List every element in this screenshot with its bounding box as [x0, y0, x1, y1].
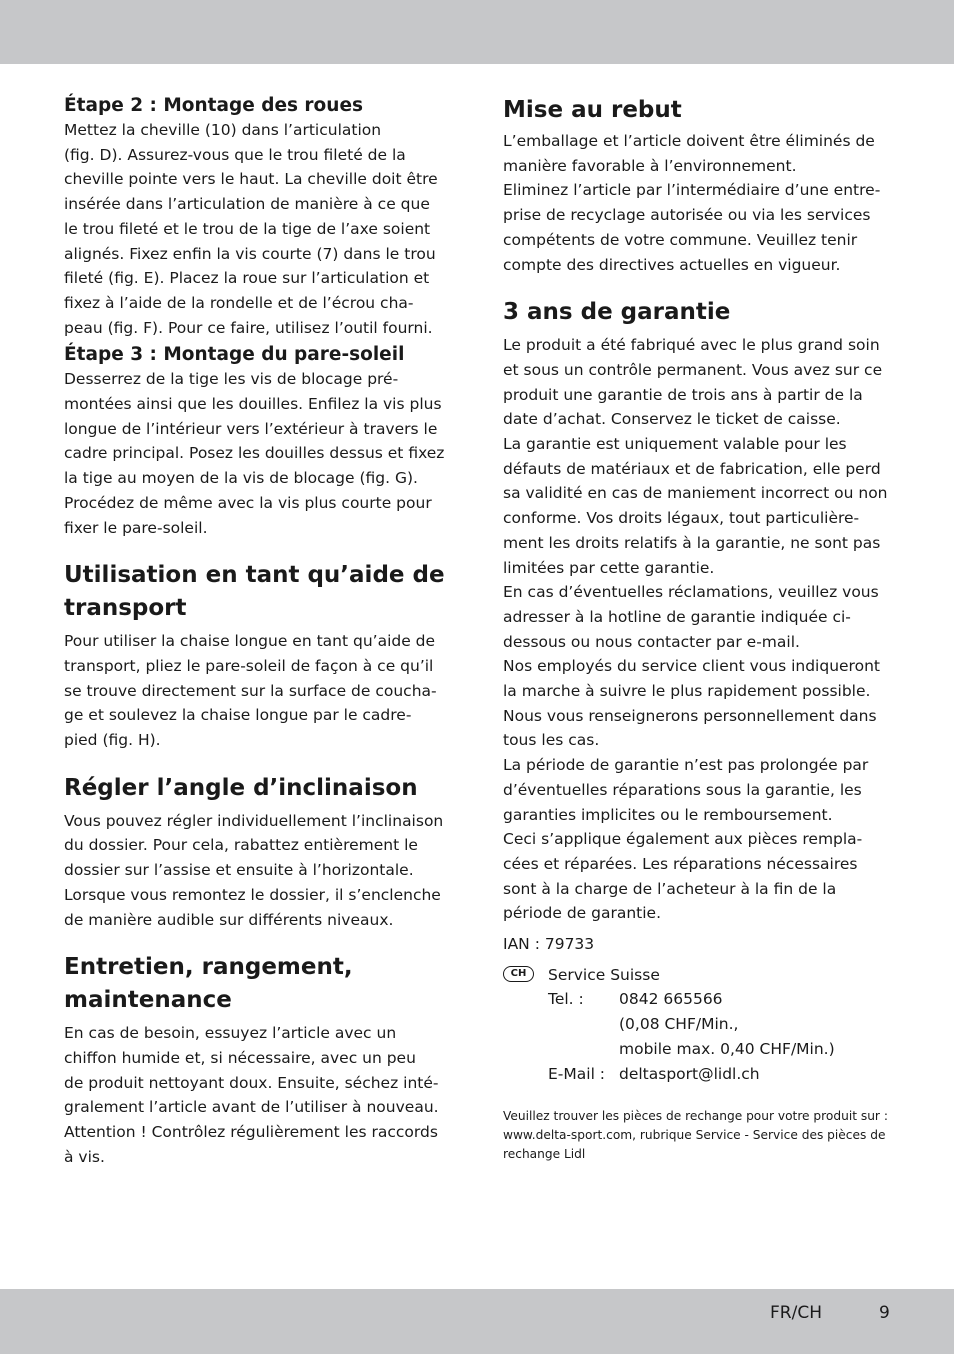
step2-heading: Étape 2 : Montage des roues: [64, 95, 363, 116]
text-line: En cas de besoin, essuyez l’article avec un: [64, 1024, 397, 1043]
text-line: transport: [64, 595, 187, 622]
text-line: cées et réparées. Les réparations nécessaires: [503, 854, 858, 873]
text-line: ment les droits relatifs à la garantie, ne sont pas: [503, 533, 881, 552]
text-line: se trouve directement sur la surface de coucha-: [64, 681, 437, 700]
email-label: E-Mail :: [548, 1064, 606, 1083]
text-line: cadre principal. Posez les douilles dessus et fixez: [64, 444, 445, 463]
text-line: montées ainsi que les douilles. Enfilez la vis plus: [64, 395, 442, 414]
left-column: [64, 94, 456, 1170]
text-line: sa validité en cas de maniement incorrect ou non: [503, 484, 888, 503]
text-line: Procédez de même avec la vis plus courte pour: [64, 493, 432, 512]
text-line: Mettez la cheville (10) dans l’articulation: [64, 121, 382, 139]
text-line: Nos employés du service client vous indiqueront: [503, 657, 880, 676]
text-line: chiffon humide et, si nécessaire, avec un peu: [64, 1048, 416, 1067]
text-line: Veuillez trouver les pièces de rechange pour votre produit sur :: [503, 1109, 888, 1124]
header-bar: [0, 0, 954, 64]
text-line: (fig. D). Assurez-vous que le trou fileté de la: [64, 145, 406, 164]
step3-heading: Étape 3 : Montage du pare-soleil: [64, 344, 405, 366]
text-line: longue de l’intérieur vers l’extérieur à travers le: [64, 419, 438, 438]
warranty-text: [503, 333, 895, 926]
text-line: fixer le pare-soleil.: [64, 518, 208, 537]
text-line: Le produit a été fabriqué avec le plus grand soin: [503, 336, 880, 355]
text-line: prise de recyclage autorisée ou via les services: [503, 206, 871, 225]
service-rate-row-2: [503, 1037, 895, 1062]
text-line: gralement l’article avant de l’utiliser à nouveau.: [64, 1098, 439, 1117]
rate-fixed: (0,08 CHF/Min.,: [619, 1015, 739, 1034]
text-line: Nous vous renseignerons personnellement dans: [503, 706, 877, 725]
service-email-row: [503, 1062, 895, 1087]
service-rate-row-1: [503, 1012, 895, 1037]
text-line: www.delta-sport.com, rubrique Service - Service des pièces de: [503, 1128, 886, 1143]
warranty-heading: 3 ans de garantie: [503, 299, 731, 326]
text-line: produit une garantie de trois ans à partir de la: [503, 385, 863, 404]
text-line: ge et soulevez la chaise longue par le cadre-: [64, 706, 412, 725]
text-line: garanties implicites ou le remboursement.: [503, 805, 833, 824]
disposal-heading: Mise au rebut: [503, 97, 682, 123]
ian-text: IAN : 79733: [503, 935, 595, 954]
text-line: Eliminez l’article par l’intermédiaire d’une entre-: [503, 181, 881, 200]
text-line: rechange Lidl: [503, 1147, 586, 1162]
rate-mobile: mobile max. 0,40 CHF/Min.): [619, 1039, 835, 1058]
service-tel-row: [503, 987, 895, 1012]
care-heading: [64, 951, 456, 1017]
text-line: La période de garantie n’est pas prolongée par: [503, 756, 869, 775]
tel-number: 0842 665566: [619, 990, 723, 1009]
text-line: dessous ou nous contacter par e-mail.: [503, 632, 800, 651]
text-line: Vous pouvez régler individuellement l’inclinaison: [64, 811, 444, 830]
text-line: conforme. Vos droits légaux, tout particulière-: [503, 509, 860, 528]
text-line: le trou fileté et le trou de la tige de l’axe soient: [64, 219, 431, 238]
text-line: et sous un contrôle permanent. Vous avez sur ce: [503, 360, 883, 379]
spare-parts-note: [503, 1107, 895, 1164]
text-line: peau (fig. F). Pour ce faire, utilisez l’outil fourni.: [64, 318, 433, 337]
email-address: deltasport@lidl.ch: [619, 1064, 760, 1083]
text-line: dossier sur l’assise et ensuite à l’horizontale.: [64, 861, 414, 880]
text-line: Attention ! Contrôlez régulièrement les raccords: [64, 1123, 438, 1142]
text-line: de produit nettoyant doux. Ensuite, séchez inté-: [64, 1073, 439, 1092]
text-line: L’emballage et l’article doivent être éliminés de: [503, 132, 875, 150]
text-line: fileté (fig. E). Placez la roue sur l’articulation et: [64, 269, 430, 288]
disposal-text: [503, 129, 895, 277]
angle-text: [64, 809, 456, 933]
text-line: alignés. Fixez enfin la vis courte (7) dans le trou: [64, 244, 436, 263]
text-line: compte des directives actuelles en vigueur.: [503, 255, 841, 274]
text-line: la tige au moyen de la vis de blocage (fig. G).: [64, 469, 418, 488]
step2-text: [64, 118, 456, 340]
text-line: Entretien, rangement,: [64, 954, 353, 981]
text-line: La garantie est uniquement valable pour les: [503, 435, 847, 454]
care-text: [64, 1021, 456, 1169]
text-line: compétents de votre commune. Veuillez tenir: [503, 230, 858, 249]
page-number: 9: [879, 1303, 890, 1323]
text-line: défauts de matériaux et de fabrication, elle perd: [503, 459, 881, 478]
ch-country-icon: CH: [503, 966, 534, 982]
text-line: adresser à la hotline de garantie indiquée ci-: [503, 607, 851, 626]
text-line: période de garantie.: [503, 904, 662, 923]
text-line: transport, pliez le pare-soleil de façon à ce qu’il: [64, 656, 434, 675]
text-line: la marche à suivre le plus rapidement possible.: [503, 682, 871, 701]
tel-label: Tel. :: [548, 990, 584, 1009]
service-block: [503, 963, 895, 1086]
ian-number: [503, 932, 895, 957]
step3-text: [64, 367, 456, 540]
text-line: cheville pointe vers le haut. La cheville doit être: [64, 170, 438, 189]
text-line: à vis.: [64, 1147, 105, 1166]
text-line: pied (fig. H).: [64, 731, 161, 750]
text-line: d’éventuelles réparations sous la garantie, les: [503, 780, 862, 799]
right-column: [503, 94, 895, 1164]
text-line: Utilisation en tant qu’aide de: [64, 562, 445, 589]
text-line: fixez à l’aide de la rondelle et de l’écrou cha-: [64, 293, 414, 312]
text-line: manière favorable à l’environnement.: [503, 156, 797, 175]
text-line: date d’achat. Conservez le ticket de caisse.: [503, 410, 841, 429]
text-line: En cas d’éventuelles réclamations, veuillez vous: [503, 583, 879, 602]
angle-heading: Régler l’angle d’inclinaison: [64, 774, 418, 801]
footer-language: FR/CH: [770, 1303, 822, 1323]
text-line: du dossier. Pour cela, rabattez entièrement le: [64, 836, 418, 855]
service-name: Service Suisse: [548, 965, 660, 984]
transport-heading: [64, 559, 456, 625]
text-line: Pour utiliser la chaise longue en tant qu’aide de: [64, 632, 436, 651]
text-line: insérée dans l’articulation de manière à ce que: [64, 195, 430, 214]
text-line: tous les cas.: [503, 731, 600, 750]
text-line: Ceci s’applique également aux pièces rempla-: [503, 830, 863, 849]
text-line: de manière audible sur différents niveaux.: [64, 910, 394, 929]
text-line: sont à la charge de l’acheteur à la fin de la: [503, 879, 837, 898]
text-line: Desserrez de la tige les vis de blocage pré-: [64, 370, 399, 389]
text-line: maintenance: [64, 987, 232, 1014]
transport-text: [64, 629, 456, 753]
service-name-row: [503, 963, 895, 988]
text-line: limitées par cette garantie.: [503, 558, 715, 577]
text-line: Lorsque vous remontez le dossier, il s’enclenche: [64, 885, 441, 904]
